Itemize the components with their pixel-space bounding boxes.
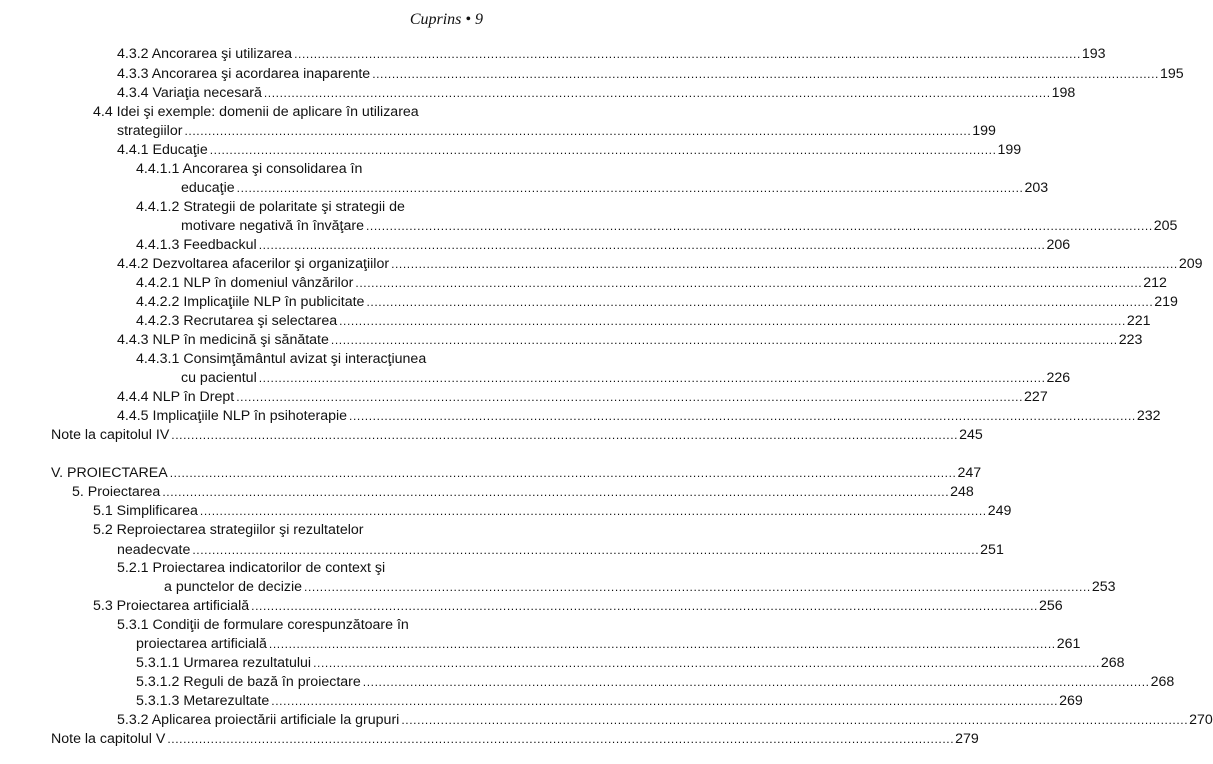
dot-leader: ........................................................................................................................................................................................................ [401,713,1189,727]
dot-leader: ........................................................................................................................................................................................................ [362,675,1150,689]
toc-entry [181,216,1178,236]
toc-entry-title: cu pacientul [181,370,257,386]
toc-entry [136,349,474,369]
dot-leader: ........................................................................................................................................................................................................ [199,504,987,518]
toc-entry-title: educaţie [181,180,235,196]
toc-entry [136,691,1083,711]
toc-entry-page: 227 [1024,389,1048,405]
dot-leader: ........................................................................................................................................................................................................ [355,276,1143,290]
toc-entry [136,672,1175,692]
dot-leader: ........................................................................................................................................................................................................ [209,143,997,157]
dot-leader: ........................................................................................................................................................................................................ [349,409,1136,423]
toc-entry-page: 270 [1189,712,1213,728]
toc-entry [51,425,983,445]
toc-entry-title: 4.4.2.1 NLP în domeniul vânzărilor [136,275,354,291]
toc-entry [117,330,1143,350]
toc-entry [117,44,1106,64]
toc-entry [117,64,1184,84]
toc-entry-title: 5.2 Reproiectarea strategiilor şi rezultatelor [93,522,364,538]
header-page-number: 9 [475,11,483,28]
dot-leader: ........................................................................................................................................................................................................ [391,257,1178,271]
dot-leader: ........................................................................................................................................................................................................ [169,466,957,480]
toc-entry [117,121,996,141]
toc-entry-page: 269 [1059,693,1083,709]
toc-entry-title: 5.3.1.2 Reguli de bază în proiectare [136,674,361,690]
toc-entry [51,729,979,749]
toc-entry-title: 4.4.1 Educaţie [117,142,208,158]
toc-entry-page: 221 [1126,313,1151,329]
toc-entry-title: neadecvate [117,542,191,558]
toc-entry [117,540,1004,560]
toc-entry-page: 219 [1154,294,1178,310]
dot-leader: ........................................................................................................................................................................................................ [365,219,1153,233]
toc-entry [93,520,474,540]
toc-entry-page: 268 [1150,674,1175,690]
toc-entry-page: 206 [1046,237,1071,253]
toc-entry [136,311,1151,331]
toc-entry [117,83,1076,103]
toc-entry [136,159,474,179]
dot-leader: ........................................................................................................................................................................................................ [271,694,1059,708]
toc-entry-page: 203 [1024,180,1049,196]
toc-entry-title: 4.4.1.1 Ancorarea şi consolidarea în [136,161,363,177]
toc-entry [117,140,1022,160]
toc-entry-title: 5. Proiectarea [72,484,161,500]
toc-entry-page: 223 [1118,332,1143,348]
toc-entry [164,577,1116,597]
toc-entry-title: 5.2.1 Proiectarea indicatorilor de context şi [117,560,386,576]
dot-leader: ........................................................................................................................................................................................................ [192,543,980,557]
dot-leader: ........................................................................................................................................................................................................ [251,599,1038,613]
dot-leader: ........................................................................................................................................................................................................ [366,295,1154,309]
toc-entry-page: 195 [1159,66,1184,82]
toc-entry-page: 226 [1046,370,1071,386]
toc-entry-page: 247 [957,465,982,481]
dot-leader: ........................................................................................................................................................................................................ [268,637,1056,651]
toc-entry-title: proiectarea artificială [136,636,267,652]
toc-entry-title: 4.3.3 Ancorarea şi acordarea inaparente [117,66,371,82]
toc-entry-page: 193 [1081,46,1106,62]
toc-entry [117,387,1048,407]
toc-entry-page: 248 [950,484,974,500]
toc-entry-page: 253 [1091,579,1116,595]
toc-entry-title: a punctelor de decizie [164,579,303,595]
toc-entry-title: motivare negativă în învăţare [181,218,364,234]
header-title: Cuprins [409,11,462,28]
toc-entry [93,501,1012,521]
toc-entry-title: strategiilor [117,123,183,139]
dot-leader: ........................................................................................................................................................................................................ [304,580,1091,594]
toc-entry [181,368,1071,388]
toc-entry [93,596,1063,616]
toc-entry-title: 4.4.3.1 Consimţământul avizat şi interacţiunea [136,351,427,367]
toc-entry-page: 232 [1136,408,1161,424]
toc-entry-title: Note la capitolul V [51,731,166,747]
running-header [410,11,483,29]
toc-entry [136,235,1071,255]
toc-entry [93,102,474,122]
dot-leader: ........................................................................................................................................................................................................ [294,47,1081,61]
toc-entry-page: 279 [955,731,979,747]
toc-entry-page: 245 [959,427,983,443]
toc-entry-page: 205 [1153,218,1178,234]
toc-entry [136,197,474,217]
toc-entry [117,615,474,635]
toc-entry-page: 198 [1051,85,1076,101]
toc-entry-title: 5.3.1.1 Urmarea rezultatului [136,655,312,671]
toc-entry-page: 199 [997,142,1022,158]
dot-leader: ........................................................................................................................................................................................................ [162,485,950,499]
toc-entry-title: 4.4.2.3 Recrutarea şi selectarea [136,313,338,329]
toc-entry-title: Note la capitolul IV [51,427,170,443]
toc-entry-page: 251 [980,542,1004,558]
dot-leader: ........................................................................................................................................................................................................ [236,390,1024,404]
toc-entry [136,634,1081,654]
toc-entry-title: 4.4.5 Implicaţiile NLP în psihoterapie [117,408,348,424]
dot-leader: ........................................................................................................................................................................................................ [330,333,1118,347]
dot-leader: ........................................................................................................................................................................................................ [258,238,1046,252]
dot-leader: ........................................................................................................................................................................................................ [313,656,1100,670]
toc-entry-title: 5.3.2 Aplicarea proiectării artificiale la grupuri [117,712,400,728]
toc-entry-page: 199 [972,123,996,139]
toc-entry [117,406,1161,426]
toc-entry [72,482,974,502]
toc-entry-page: 212 [1143,275,1167,291]
toc-entry-title: 4.4.4 NLP în Drept [117,389,235,405]
toc-entry-title: 5.3.1.3 Metarezultate [136,693,270,709]
toc-entry [51,463,982,483]
toc-entry-title: 4.4.3 NLP în medicină şi sănătate [117,332,329,348]
dot-leader: ........................................................................................................................................................................................................ [171,428,959,442]
toc-entry-title: 5.3 Proiectarea artificială [93,598,250,614]
dot-leader: ........................................................................................................................................................................................................ [258,371,1046,385]
dot-leader: ........................................................................................................................................................................................................ [236,181,1024,195]
toc-entry [117,558,474,578]
toc-entry-page: 261 [1056,636,1081,652]
toc-entry-page: 268 [1100,655,1125,671]
toc-entry-title: 4.3.2 Ancorarea şi utilizarea [117,46,293,62]
toc-entry-title: 5.1 Simplificarea [93,503,198,519]
dot-leader: ........................................................................................................................................................................................................ [263,86,1051,100]
toc-entry [136,273,1167,293]
toc-entry-title: V. PROIECTAREA [51,465,168,481]
toc-entry-title: 4.4.1.2 Strategii de polaritate şi strategii de [136,199,405,215]
dot-leader: ........................................................................................................................................................................................................ [372,67,1159,81]
toc-entry-page: 256 [1038,598,1063,614]
toc-entry-title: 4.3.4 Variaţia necesară [117,85,262,101]
toc-entry [136,653,1125,673]
toc-entry-page: 209 [1178,256,1203,272]
toc-entry-title: 4.4 Idei şi exemple: domenii de aplicare în utilizarea [93,104,419,120]
toc-entry-title: 4.4.2 Dezvoltarea afacerilor şi organizaţiilor [117,256,390,272]
toc-entry-title: 4.4.2.2 Implicaţiile NLP în publicitate [136,294,365,310]
dot-leader: ........................................................................................................................................................................................................ [167,732,955,746]
dot-leader: ........................................................................................................................................................................................................ [184,124,972,138]
toc-entry [136,292,1178,312]
header-separator: • [465,11,471,28]
dot-leader: ........................................................................................................................................................................................................ [339,314,1126,328]
toc-entry [117,254,1203,274]
toc-entry-title: 5.3.1 Condiţii de formulare corespunzătoare în [117,617,409,633]
toc-entry [117,710,1213,730]
toc-entry-title: 4.4.1.3 Feedbackul [136,237,257,253]
toc-entry [181,178,1049,198]
toc-entry-page: 249 [987,503,1012,519]
